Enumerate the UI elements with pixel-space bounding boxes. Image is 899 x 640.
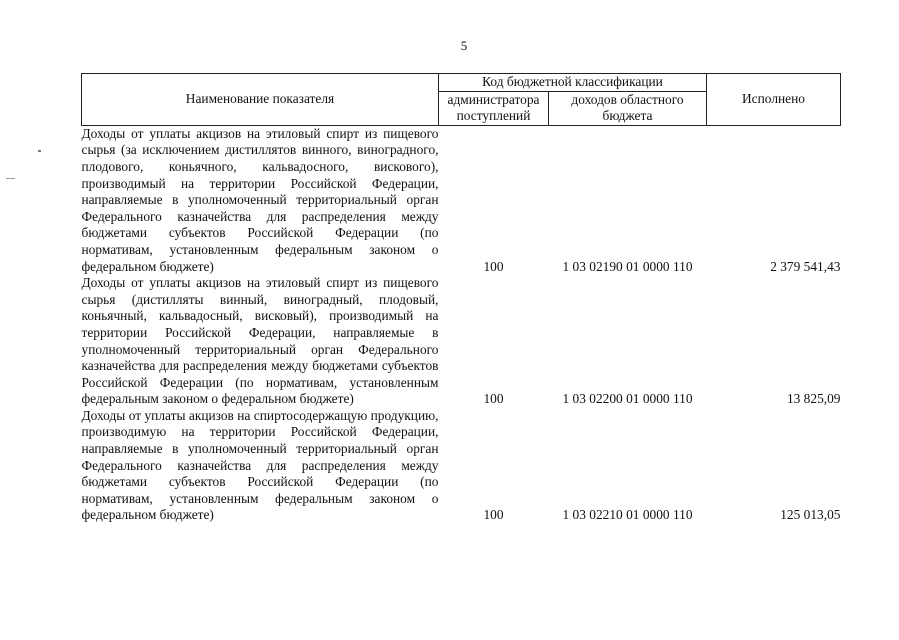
scan-artifact-dash	[6, 178, 15, 179]
scan-artifact-dot	[38, 150, 41, 152]
row-indicator-name: Доходы от уплаты акцизов на спиртосодержащую продукцию, производимую на территории Российской Федерации, направляемые в уполномоченный территориальный орган Федерального казначейства для распределения между бюджетами субъектов Российской Федерации (по нормативам, установленным федеральным законом о федеральном бюджете)	[81, 407, 439, 523]
row-admin-code: 100	[483, 258, 504, 274]
header-indicator-name: Наименование показателя	[82, 74, 439, 126]
header-executed: Исполнено	[707, 74, 841, 126]
table-row	[82, 408, 841, 524]
row-budget-code: 1 03 02190 01 0000 110	[562, 258, 693, 274]
budget-table	[81, 73, 841, 524]
row-budget-code: 1 03 02200 01 0000 110	[562, 391, 693, 407]
table-row	[82, 125, 841, 275]
row-indicator-name: Доходы от уплаты акцизов на этиловый спирт из пищевого сырья (дистилляты винный, виноградный, плодовый, коньячный, кальвадосный, висковый), производимый на территории Российской Федерации, направляемые в уполномоченный территориальный орган Федерального казначейства для распределения между бюджетами субъектов Российской Федерации (по нормативам, установленным федеральным законом о федеральном бюджете)	[81, 275, 439, 407]
row-executed-amount: 125 013,05	[780, 507, 841, 523]
table-header	[82, 74, 841, 126]
row-admin-code: 100	[483, 507, 504, 523]
row-budget-code: 1 03 02210 01 0000 110	[562, 507, 693, 523]
table-row	[82, 275, 841, 408]
row-executed-amount: 13 825,09	[786, 391, 841, 407]
header-income: доходов областного бюджета	[549, 91, 707, 125]
row-executed-amount: 2 379 541,43	[770, 258, 841, 274]
page-number: 5	[460, 38, 468, 53]
header-code-group: Код бюджетной классификации	[439, 74, 707, 92]
row-indicator-name: Доходы от уплаты акцизов на этиловый спирт из пищевого сырья (за исключением дистиллятов винного, виноградного, плодового, коньячного, кальвадосного, вискового), производимый на территории Российской Федерации, направляемые в уполномоченный территориальный орган Федерального казначейства для распределения между бюджетами субъектов Российской Федерации (по нормативам, установленным федеральным законом о федеральном бюджете)	[81, 125, 439, 274]
header-admin: администратора поступлений	[439, 91, 549, 125]
table-body	[82, 125, 841, 524]
row-admin-code: 100	[483, 391, 504, 407]
